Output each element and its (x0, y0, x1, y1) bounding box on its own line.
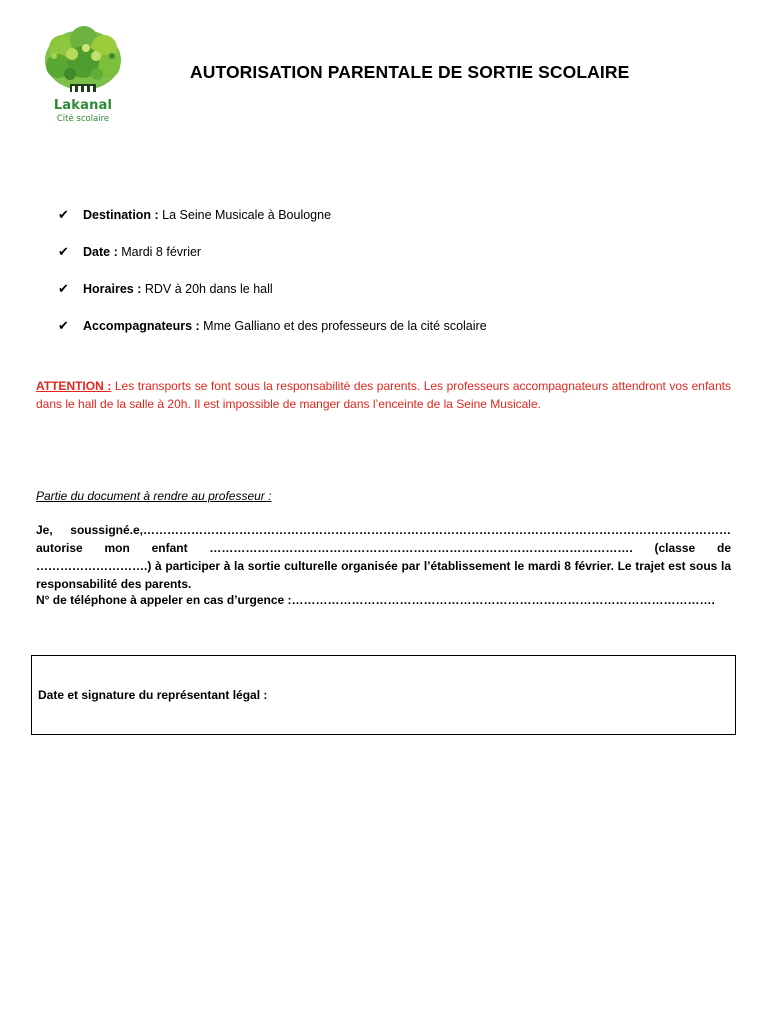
detail-label: Destination : (83, 208, 159, 222)
signature-box (31, 655, 736, 735)
check-icon: ✔ (58, 244, 69, 259)
check-icon: ✔ (58, 207, 69, 222)
detail-label: Date : (83, 245, 118, 259)
detail-value: Mme Galliano et des professeurs de la cité scolaire (199, 319, 487, 333)
attention-notice (36, 377, 731, 413)
tree-icon (40, 26, 126, 98)
attention-label: ATTENTION : (36, 379, 112, 393)
check-icon: ✔ (58, 318, 69, 333)
detail-schedule (58, 280, 718, 317)
detail-label: Horaires : (83, 282, 142, 296)
detail-value: La Seine Musicale à Boulogne (158, 208, 332, 222)
detail-label: Accompagnateurs : (83, 319, 200, 333)
trip-details-list (58, 206, 718, 354)
page-title: AUTORISATION PARENTALE DE SORTIE SCOLAIRE (190, 62, 630, 82)
emergency-phone-line: N° de téléphone à appeler en cas d’urgence :……………………………………………………………………………………………. (36, 593, 715, 607)
logo-subtitle: Cité scolaire (56, 114, 110, 124)
detail-value: Mardi 8 février (117, 245, 202, 259)
detail-destination (58, 206, 718, 243)
school-logo (40, 26, 126, 126)
detail-date (58, 243, 718, 280)
parent-pledge-text: Je, soussigné.e,…………………………………………………………………………………………………………………………………autorise mon enfant ……………………………………………………………………………………………. (classe de ……………………….) à participer à la sortie culturelle organisée par l’établissement le mardi 8 février. Le trajet est sous la responsabilité des parents. (36, 523, 731, 591)
logo-name: Lakanal (53, 98, 113, 113)
check-icon: ✔ (58, 281, 69, 296)
detail-chaperones (58, 317, 718, 354)
signature-label: Date et signature du représentant légal : (38, 688, 268, 702)
return-section-label: Partie du document à rendre au professeur : (36, 489, 272, 503)
detail-value: RDV à 20h dans le hall (141, 282, 273, 296)
attention-text: Les transports se font sous la responsabilité des parents. Les professeurs accompagnateurs attendront vos enfants dans le hall de la salle à 20h. Il est impossible de manger dans l’enceinte de la Seine Musicale. (36, 379, 731, 411)
